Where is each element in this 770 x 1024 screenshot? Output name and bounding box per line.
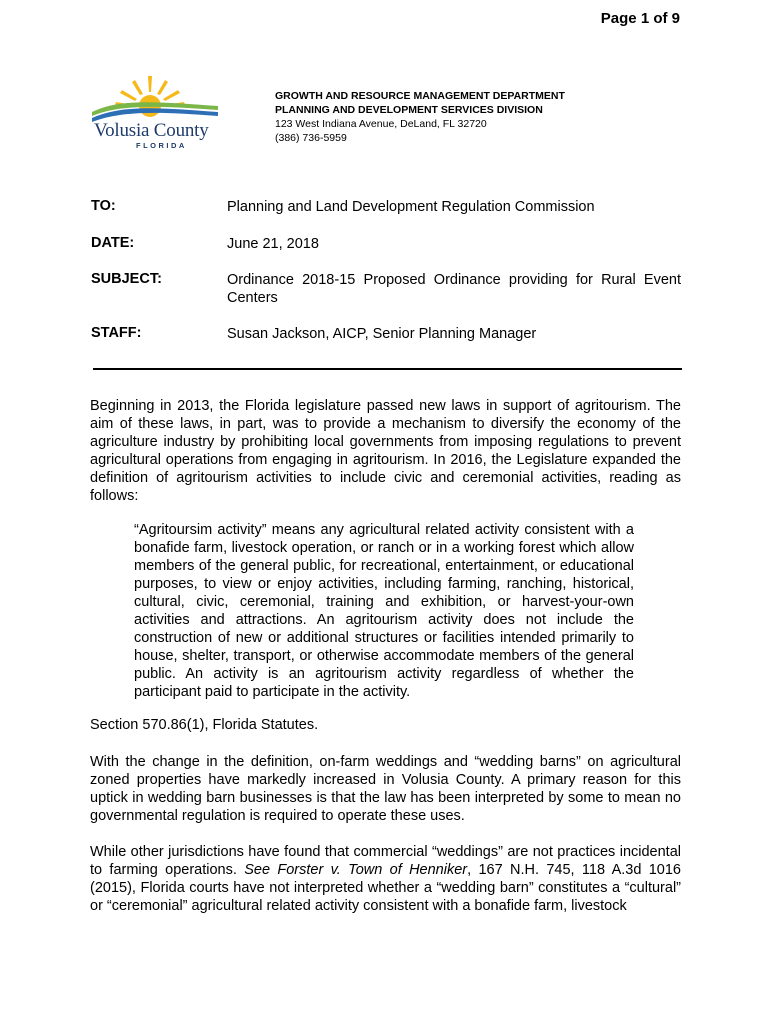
- department-header: [275, 89, 565, 145]
- department-phone: (386) 736-5959: [275, 132, 347, 144]
- subject-label: SUBJECT:: [91, 271, 162, 287]
- staff-value: Susan Jackson, AICP, Senior Planning Manager: [227, 326, 537, 342]
- paragraph-jurisdictions-part2: , 167 N.H. 745, 118 A.3d 1016 (2015), Florida courts have not interpreted whether a “wedding barn” constitutes a “cultural” or “ceremonial” agricultural related activity consistent with a bonafide farm, livestock: [90, 862, 681, 914]
- page-number: Page 1 of 9: [600, 10, 680, 27]
- statute-quote: “Agritoursim activity” means any agricultural related activity consistent with a bonafide farm, livestock operation, or ranch or in a working forest which allow members of the general public, for recreational, entertainment, or educational purposes, to view or enjoy activities, including farming, ranching, historical, cultural, civic, ceremonial, training and exhibition, or harvest-your-own activities and attractions. An agritourism activity does not include the construction of new or additional structures or facilities intended primarily to house, shelter, transport, or otherwise accommodate members of the general public. An activity is an agritourism activity regardless of whether the participant paid to participate in the activity.: [134, 522, 634, 700]
- department-address: 123 West Indiana Avenue, DeLand, FL 32720: [275, 118, 487, 130]
- paragraph-jurisdictions-part1: While other jurisdictions have found that commercial “weddings” are not practices incidental to farming operations.: [90, 844, 681, 878]
- to-label: TO:: [91, 198, 116, 214]
- logo-subtitle: FLORIDA: [136, 141, 187, 150]
- staff-label: STAFF:: [91, 325, 142, 341]
- volusia-county-logo: [90, 76, 220, 156]
- statute-citation: Section 570.86(1), Florida Statutes.: [90, 717, 319, 733]
- case-citation: See Forster v. Town of Henniker: [244, 862, 468, 878]
- to-value: Planning and Land Development Regulation Commission: [227, 199, 595, 215]
- paragraph-wedding-barns: With the change in the definition, on-farm weddings and “wedding barns” on agricultural zoned properties have markedly increased in Volusia County. A primary reason for this uptick in wedding barn businesses is that the law has been interpreted by some to mean no governmental regulation is required to operate these uses.: [90, 754, 681, 824]
- date-label: DATE:: [91, 235, 135, 251]
- sun-wave-icon: [90, 76, 220, 124]
- logo-title: Volusia County: [94, 120, 209, 141]
- paragraph-intro: Beginning in 2013, the Florida legislature passed new laws in support of agritourism. The aim of these laws, in part, was to provide a mechanism to diversify the economy of the agriculture industry by prohibiting local governments from imposing regulations to prevent agricultural operations from engaging in agritourism. In 2016, the Legislature expanded the definition of agritourism activities to include civic and ceremonial activities, reading as follows:: [90, 398, 681, 504]
- division-name: PLANNING AND DEVELOPMENT SERVICES DIVISION: [275, 104, 543, 116]
- paragraph-jurisdictions: [90, 843, 681, 915]
- subject-value: Ordinance 2018-15 Proposed Ordinance providing for Rural Event Centers: [227, 272, 681, 306]
- header-divider: [93, 368, 682, 370]
- department-name: GROWTH AND RESOURCE MANAGEMENT DEPARTMENT: [275, 90, 565, 102]
- date-value: June 21, 2018: [227, 236, 319, 252]
